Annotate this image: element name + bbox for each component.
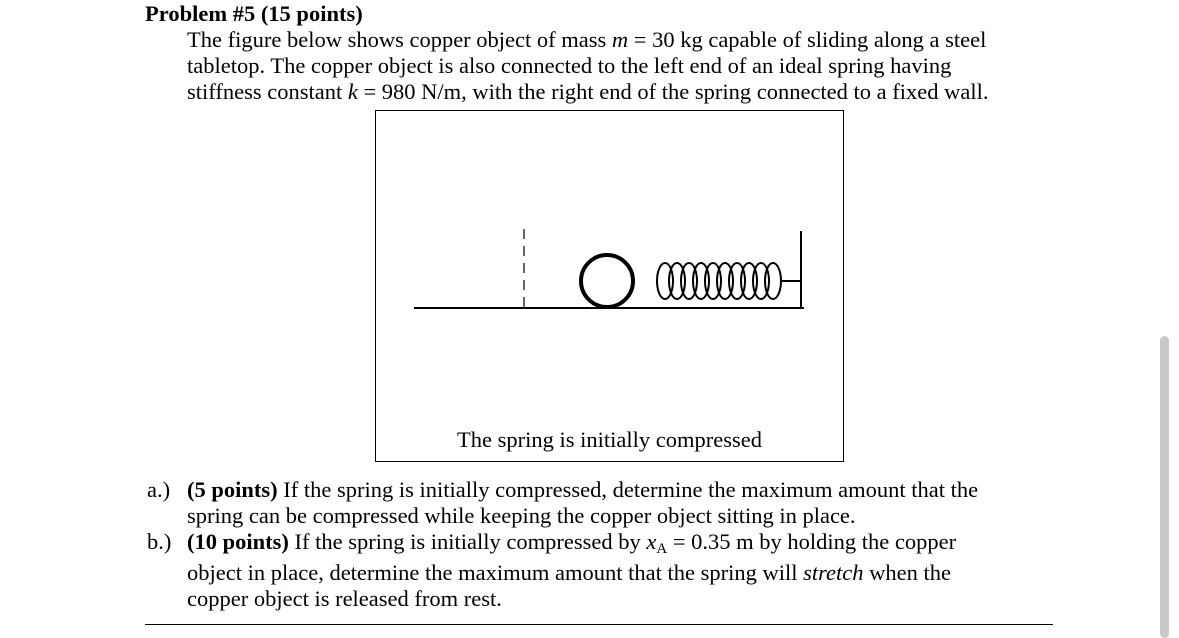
question-b-line-2: object in place, determine the maximum amount that the spring will stretch when the: [187, 560, 951, 585]
problem-title: Problem #5 (15 points): [145, 1, 363, 26]
spring-diagram: [376, 111, 845, 463]
question-b-line-1: b.) (10 points) If the spring is initially compressed by $x_A = 0.35$ m by holding the copper: [147, 529, 957, 557]
intro-line-3: stiffness constant k = 980 N/m, with the right end of the spring connected to a fixed wall.: [187, 79, 989, 104]
spring-figure: [375, 110, 844, 462]
intro-line-1: The figure below shows copper object of mass m = 30 kg capable of sliding along a steel: [187, 27, 987, 52]
figure-caption: The spring is initially compressed: [457, 427, 762, 452]
question-a-line-2: spring can be compressed while keeping the copper object sitting in place.: [187, 503, 856, 528]
spring-coils: [657, 263, 800, 299]
intro-line-2: tabletop. The copper object is also connected to the left end of an ideal spring having: [187, 53, 952, 78]
question-a-line-1: a.) (5 points) If the spring is initially compressed, determine the maximum amount that the: [147, 477, 979, 502]
bottom-divider: [145, 624, 1053, 625]
question-b-line-3: copper object is released from rest.: [187, 586, 502, 611]
copper-object: [581, 255, 633, 307]
vertical-scrollbar[interactable]: [1160, 336, 1169, 638]
